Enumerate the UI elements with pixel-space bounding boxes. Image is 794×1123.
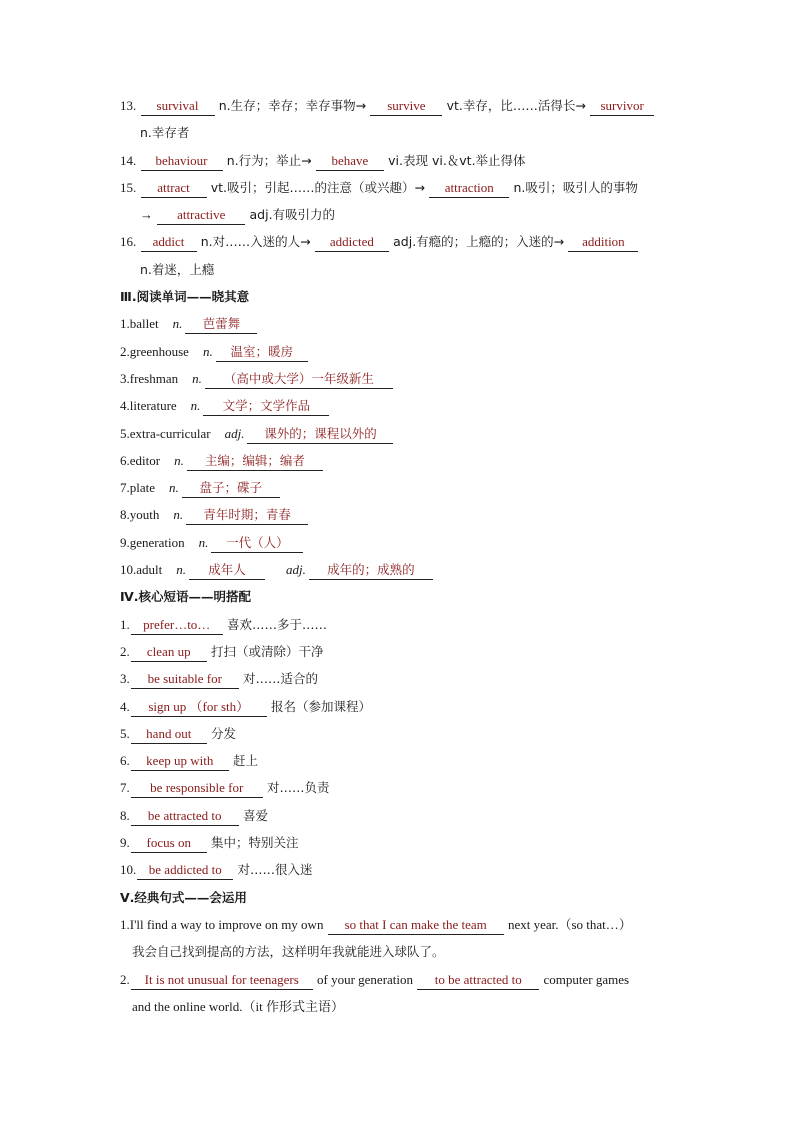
- definition: adj.有吸引力的: [249, 207, 336, 223]
- definition: n.生存；幸存；幸存事物→: [218, 98, 367, 113]
- word: 4.literature: [120, 398, 177, 414]
- section-heading-reading-words: Ⅲ.阅读单词——晓其意: [120, 289, 250, 305]
- answer-blank: 成年的；成熟的: [309, 561, 433, 580]
- answer-blank: 文学；文学作品: [203, 397, 329, 416]
- reading-word-item: [120, 365, 680, 392]
- item-number: 2.: [120, 971, 130, 987]
- part-of-speech: adj.: [224, 425, 245, 441]
- word: 6.editor: [120, 452, 161, 468]
- sentence-text: and the online world.（it 作形式主语）: [132, 998, 344, 1014]
- word: 9.generation: [120, 534, 185, 550]
- part-of-speech: adj.: [286, 562, 306, 578]
- meaning: 打扫（或清除）干净: [211, 643, 324, 659]
- word: 7.plate: [120, 480, 156, 496]
- item-number: 9.: [120, 835, 130, 851]
- sentence-item-2-cont: [120, 993, 680, 1020]
- reading-word-item: [120, 501, 680, 528]
- meaning: 喜爱: [243, 807, 269, 823]
- meaning: 集中；特别关注: [211, 835, 299, 851]
- item-number: 6.: [120, 753, 130, 769]
- answer-blank: be responsible for: [131, 779, 263, 798]
- item-number: 5.: [120, 725, 130, 741]
- answer-blank: be addicted to: [137, 861, 233, 880]
- word: 10.adult: [120, 562, 163, 578]
- section-heading-core-phrases: Ⅳ.核心短语——明搭配: [120, 589, 251, 605]
- meaning: 对……适合的: [243, 671, 319, 687]
- reading-word-item: [120, 420, 680, 447]
- sentence-item-1-translation: [120, 938, 680, 965]
- meaning: 对……很入迷: [237, 862, 313, 878]
- translation: 我会自己找到提高的方法，这样明年我就能进入球队了。: [132, 944, 445, 960]
- definition: n.对……入迷的人→: [200, 234, 311, 250]
- phrase-item: [120, 856, 680, 883]
- part-of-speech: n.: [169, 480, 179, 496]
- answer-blank: keep up with: [131, 752, 229, 771]
- answer-blank: addicted: [315, 233, 389, 252]
- item-number: 14.: [120, 152, 137, 168]
- answer-blank: 主编；编辑；编者: [187, 452, 323, 471]
- meaning: 对……负责: [267, 780, 330, 796]
- part-of-speech: n.: [176, 562, 186, 578]
- answer-blank: focus on: [131, 834, 207, 853]
- sentence-item-1: [120, 911, 680, 938]
- vocab-item-13-cont: [120, 119, 680, 146]
- phrase-item: [120, 747, 680, 774]
- answer-blank: survive: [370, 97, 442, 116]
- sentence-text: 1.I'll find a way to improve on my own: [120, 916, 324, 932]
- answer-blank: 芭蕾舞: [185, 315, 257, 334]
- answer-blank: survivor: [590, 97, 654, 116]
- word: 1.ballet: [120, 316, 159, 332]
- phrase-item: [120, 638, 680, 665]
- word: 5.extra-curricular: [120, 425, 211, 441]
- item-number: 16.: [120, 234, 137, 250]
- vocab-item-15: [120, 174, 680, 201]
- section-heading-sentence-patterns: Ⅴ.经典句式——会运用: [120, 889, 247, 905]
- item-number: 15.: [120, 179, 137, 195]
- item-number: 7.: [120, 780, 130, 796]
- answer-blank: so that I can make the team: [328, 916, 504, 935]
- reading-word-item: [120, 556, 680, 583]
- answer-blank: addict: [141, 233, 197, 252]
- part-of-speech: n.: [174, 452, 184, 468]
- answer-blank: behaviour: [141, 152, 223, 171]
- meaning: 赶上: [233, 753, 259, 769]
- answer-blank: 一代（人）: [211, 534, 303, 553]
- part-of-speech: n.: [172, 316, 183, 332]
- arrow: →: [140, 207, 153, 223]
- sentence-text: computer games: [543, 971, 630, 987]
- answer-blank: be suitable for: [131, 670, 239, 689]
- definition: vt.幸存，比……活得长→: [446, 98, 586, 113]
- sentence-item-2: [120, 966, 680, 993]
- item-number: 3.: [120, 671, 130, 687]
- item-number: 10.: [120, 862, 137, 878]
- word: 2.greenhouse: [120, 343, 189, 359]
- meaning: 喜欢……多于……: [227, 616, 328, 632]
- reading-word-item: [120, 447, 680, 474]
- reading-word-item: [120, 310, 680, 337]
- phrase-item: [120, 665, 680, 692]
- item-number: 2.: [120, 643, 130, 659]
- answer-blank: attraction: [429, 179, 509, 198]
- vocab-item-16-cont: [120, 256, 680, 283]
- part-of-speech: n.: [190, 398, 201, 414]
- reading-word-item: [120, 392, 680, 419]
- definition: n.行为；举止→: [226, 152, 312, 168]
- answer-blank: attractive: [157, 206, 245, 225]
- answer-blank: 青年时期；青春: [186, 506, 308, 525]
- item-number: 1.: [120, 616, 130, 632]
- answer-blank: behave: [316, 152, 384, 171]
- definition: vi.表现 vi.＆vt.举止得体: [388, 152, 526, 168]
- answer-blank: attract: [141, 179, 207, 198]
- definition: vt.吸引；引起……的注意（或兴趣）→: [210, 179, 425, 195]
- phrase-item: [120, 720, 680, 747]
- worksheet-content: [120, 92, 680, 1020]
- part-of-speech: n.: [198, 534, 209, 550]
- answer-blank: prefer…to…: [131, 616, 223, 635]
- reading-word-item: [120, 338, 680, 365]
- answer-blank: clean up: [131, 643, 207, 662]
- vocab-item-15-cont: [120, 201, 680, 228]
- phrase-item: [120, 829, 680, 856]
- meaning: 分发: [211, 725, 237, 741]
- meaning: 报名（参加课程）: [271, 698, 372, 714]
- answer-blank: （高中或大学）一年级新生: [205, 370, 393, 389]
- answer-blank: hand out: [131, 725, 207, 744]
- definition: n.吸引；吸引人的事物: [513, 179, 638, 195]
- sentence-text: of your generation: [317, 971, 414, 987]
- answer-blank: 盘子；碟子: [182, 479, 280, 498]
- answer-blank: to be attracted to: [417, 971, 539, 990]
- answer-blank: addition: [568, 233, 638, 252]
- word: 8.youth: [120, 507, 160, 523]
- vocab-item-14: [120, 147, 680, 174]
- definition: n.幸存者: [140, 125, 190, 141]
- part-of-speech: n.: [202, 343, 213, 359]
- answer-blank: sign up （for sth）: [131, 698, 267, 717]
- phrase-item: [120, 611, 680, 638]
- answer-blank: 温室；暖房: [216, 343, 308, 362]
- definition: n.着迷，上瘾: [140, 261, 215, 277]
- part-of-speech: n.: [173, 507, 184, 523]
- reading-word-item: [120, 474, 680, 501]
- phrase-item: [120, 693, 680, 720]
- phrase-item: [120, 802, 680, 829]
- item-number: 4.: [120, 698, 130, 714]
- vocab-item-13: [120, 92, 680, 119]
- answer-blank: survival: [141, 97, 215, 116]
- answer-blank: It is not unusual for teenagers: [131, 971, 313, 990]
- reading-word-item: [120, 529, 680, 556]
- answer-blank: 课外的；课程以外的: [247, 425, 393, 444]
- item-number: 13.: [120, 98, 137, 113]
- definition: adj.有瘾的；上瘾的；入迷的→: [393, 234, 565, 250]
- word: 3.freshman: [120, 370, 179, 386]
- part-of-speech: n.: [192, 370, 202, 386]
- sentence-text: next year.（so that…）: [507, 916, 632, 932]
- answer-blank: be attracted to: [131, 807, 239, 826]
- answer-blank: 成年人: [189, 561, 265, 580]
- phrase-item: [120, 774, 680, 801]
- vocab-item-16: [120, 228, 680, 255]
- item-number: 8.: [120, 807, 130, 823]
